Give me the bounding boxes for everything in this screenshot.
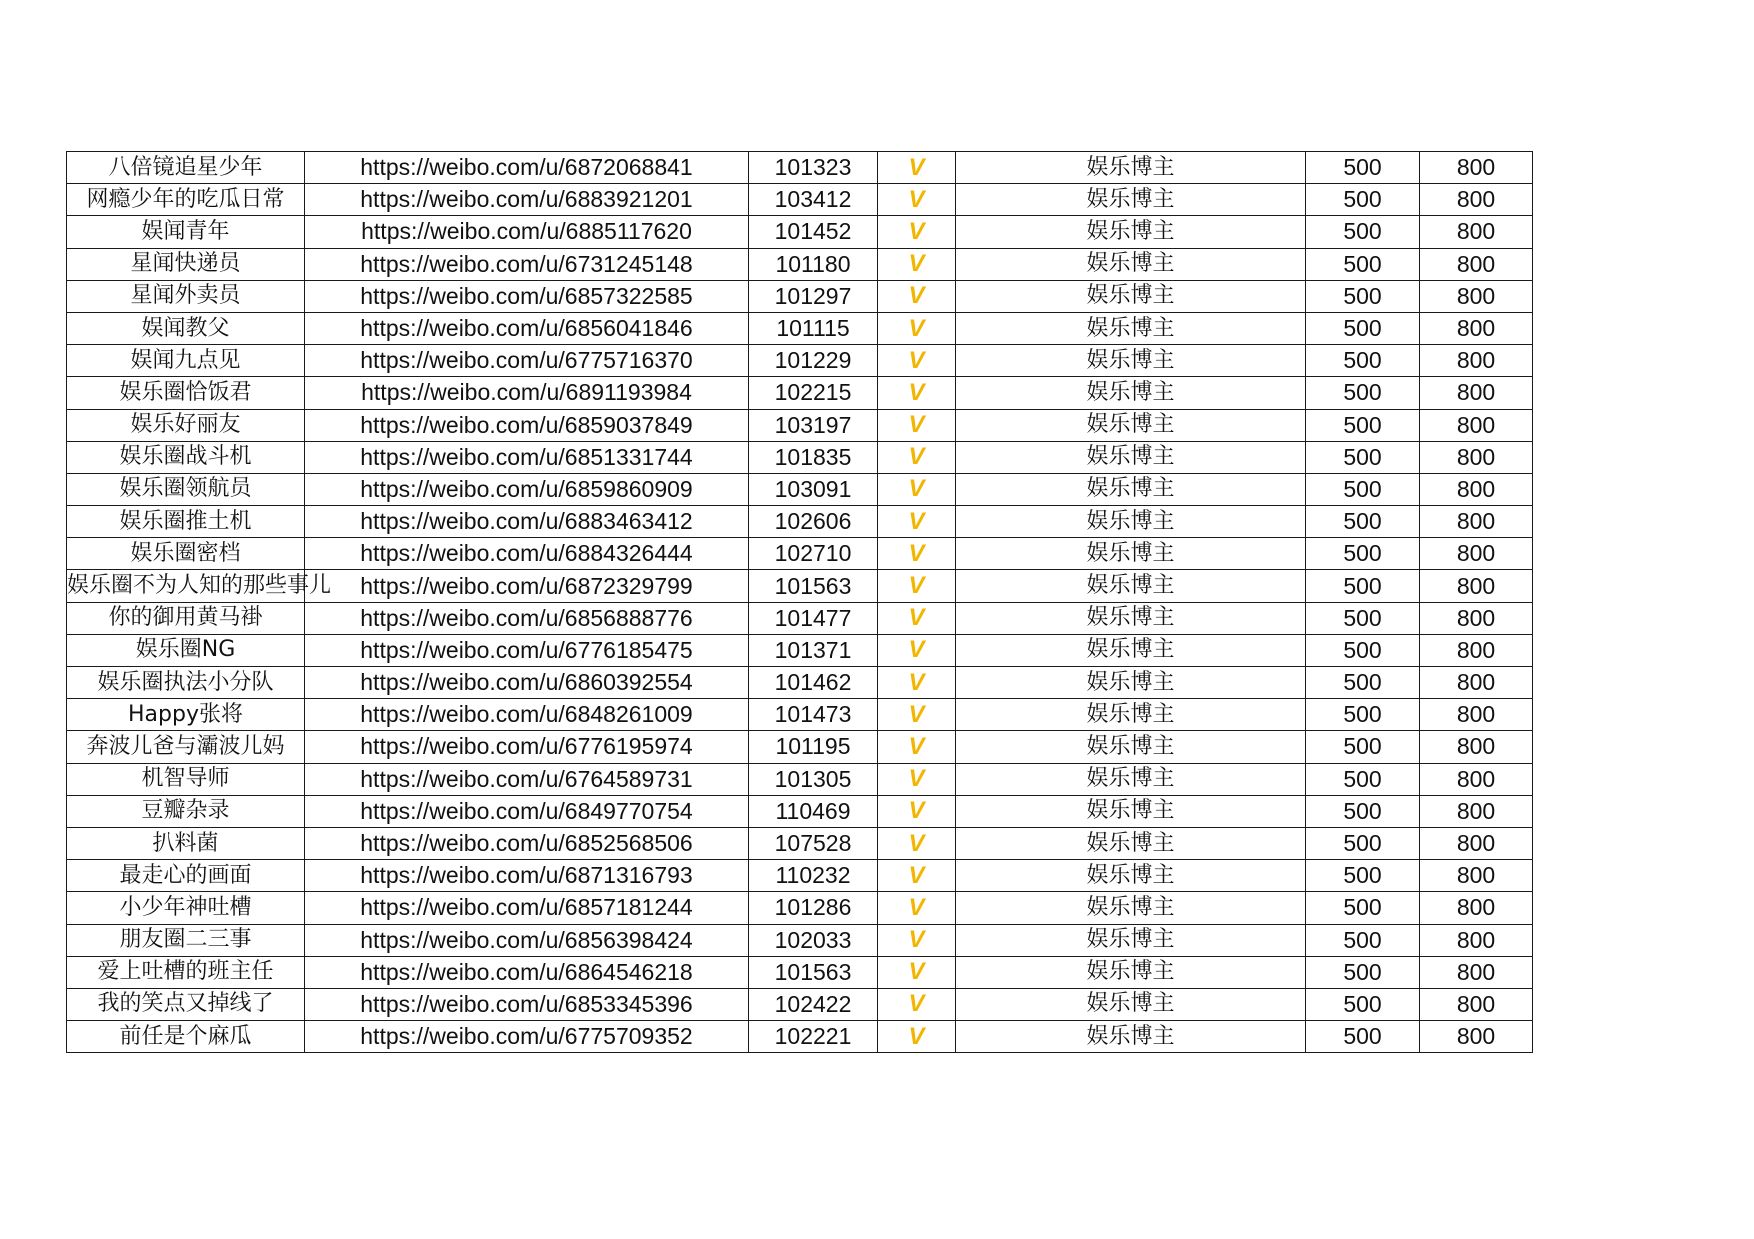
table-row — [67, 988, 1533, 1020]
account-name-cell: 娱乐圈执法小分队 — [67, 667, 305, 699]
price-1-cell: 500 — [1306, 795, 1420, 827]
verified-v-icon: V — [878, 988, 956, 1020]
category-cell: 娱乐博主 — [956, 570, 1306, 602]
price-2-cell: 800 — [1420, 570, 1533, 602]
table-row — [67, 763, 1533, 795]
price-1-cell: 500 — [1306, 570, 1420, 602]
price-2-cell: 800 — [1420, 731, 1533, 763]
profile-url-cell[interactable]: https://weibo.com/u/6731245148 — [305, 248, 749, 280]
verified-v-icon: V — [878, 216, 956, 248]
table-row — [67, 924, 1533, 956]
account-id-cell: 102606 — [749, 506, 878, 538]
profile-url-cell[interactable]: https://weibo.com/u/6859037849 — [305, 409, 749, 441]
profile-url-cell[interactable]: https://weibo.com/u/6883463412 — [305, 506, 749, 538]
price-2-cell: 800 — [1420, 312, 1533, 344]
price-1-cell: 500 — [1306, 763, 1420, 795]
category-cell: 娱乐博主 — [956, 956, 1306, 988]
price-2-cell: 800 — [1420, 409, 1533, 441]
account-name-cell: 娱乐圈恰饭君 — [67, 377, 305, 409]
account-name-cell: 网瘾少年的吃瓜日常 — [67, 184, 305, 216]
price-2-cell: 800 — [1420, 860, 1533, 892]
account-id-cell: 101452 — [749, 216, 878, 248]
category-cell: 娱乐博主 — [956, 924, 1306, 956]
verified-v-icon: V — [878, 538, 956, 570]
price-1-cell: 500 — [1306, 248, 1420, 280]
verified-v-icon: V — [878, 634, 956, 666]
category-cell: 娱乐博主 — [956, 699, 1306, 731]
verified-v-icon: V — [878, 892, 956, 924]
profile-url-cell[interactable]: https://weibo.com/u/6852568506 — [305, 827, 749, 859]
price-2-cell: 800 — [1420, 280, 1533, 312]
price-1-cell: 500 — [1306, 216, 1420, 248]
verified-v-icon: V — [878, 602, 956, 634]
account-name-cell: 机智导师 — [67, 763, 305, 795]
price-1-cell: 500 — [1306, 409, 1420, 441]
price-1-cell: 500 — [1306, 152, 1420, 184]
table-row — [67, 699, 1533, 731]
account-name-cell: 八倍镜追星少年 — [67, 152, 305, 184]
account-id-cell: 107528 — [749, 827, 878, 859]
verified-v-icon: V — [878, 377, 956, 409]
verified-v-icon: V — [878, 699, 956, 731]
category-cell: 娱乐博主 — [956, 152, 1306, 184]
account-name-cell: 娱乐圈密档 — [67, 538, 305, 570]
price-1-cell: 500 — [1306, 827, 1420, 859]
verified-v-icon: V — [878, 667, 956, 699]
price-2-cell: 800 — [1420, 699, 1533, 731]
category-cell: 娱乐博主 — [956, 409, 1306, 441]
price-1-cell: 500 — [1306, 312, 1420, 344]
price-2-cell: 800 — [1420, 152, 1533, 184]
account-name-cell: 娱乐圈战斗机 — [67, 441, 305, 473]
account-name-cell: 朋友圈二三事 — [67, 924, 305, 956]
verified-v-icon: V — [878, 731, 956, 763]
price-2-cell: 800 — [1420, 184, 1533, 216]
profile-url-cell[interactable]: https://weibo.com/u/6853345396 — [305, 988, 749, 1020]
profile-url-cell[interactable]: https://weibo.com/u/6885117620 — [305, 216, 749, 248]
profile-url-cell[interactable]: https://weibo.com/u/6864546218 — [305, 956, 749, 988]
price-1-cell: 500 — [1306, 699, 1420, 731]
account-id-cell: 101371 — [749, 634, 878, 666]
account-id-cell: 101305 — [749, 763, 878, 795]
category-cell: 娱乐博主 — [956, 827, 1306, 859]
verified-v-icon: V — [878, 345, 956, 377]
account-name-cell: 我的笑点又掉线了 — [67, 988, 305, 1020]
verified-v-icon: V — [878, 1021, 956, 1053]
price-1-cell: 500 — [1306, 345, 1420, 377]
verified-v-icon: V — [878, 860, 956, 892]
account-name-cell: 星闻外卖员 — [67, 280, 305, 312]
category-cell: 娱乐博主 — [956, 506, 1306, 538]
accounts-table — [66, 151, 1533, 1053]
category-cell: 娱乐博主 — [956, 988, 1306, 1020]
verified-v-icon: V — [878, 312, 956, 344]
verified-v-icon: V — [878, 441, 956, 473]
category-cell: 娱乐博主 — [956, 634, 1306, 666]
category-cell: 娱乐博主 — [956, 216, 1306, 248]
profile-url-cell[interactable]: https://weibo.com/u/6851331744 — [305, 441, 749, 473]
account-id-cell: 110232 — [749, 860, 878, 892]
category-cell: 娱乐博主 — [956, 795, 1306, 827]
price-1-cell: 500 — [1306, 441, 1420, 473]
verified-v-icon: V — [878, 248, 956, 280]
price-2-cell: 800 — [1420, 795, 1533, 827]
category-cell: 娱乐博主 — [956, 441, 1306, 473]
table-row — [67, 409, 1533, 441]
category-cell: 娱乐博主 — [956, 860, 1306, 892]
account-id-cell: 110469 — [749, 795, 878, 827]
price-2-cell: 800 — [1420, 956, 1533, 988]
price-2-cell: 800 — [1420, 377, 1533, 409]
table-row — [67, 570, 1533, 602]
account-name-cell: 娱乐圈推土机 — [67, 506, 305, 538]
table-row — [67, 634, 1533, 666]
category-cell: 娱乐博主 — [956, 473, 1306, 505]
table-row — [67, 441, 1533, 473]
category-cell: 娱乐博主 — [956, 280, 1306, 312]
account-name-cell: 奔波儿爸与灞波儿妈 — [67, 731, 305, 763]
price-2-cell: 800 — [1420, 667, 1533, 699]
account-name-cell: 豆瓣杂录 — [67, 795, 305, 827]
price-1-cell: 500 — [1306, 731, 1420, 763]
account-id-cell: 102710 — [749, 538, 878, 570]
profile-url-cell[interactable]: https://weibo.com/u/6884326444 — [305, 538, 749, 570]
account-name-cell: 你的御用黄马褂 — [67, 602, 305, 634]
profile-url-cell[interactable]: https://weibo.com/u/6857181244 — [305, 892, 749, 924]
verified-v-icon: V — [878, 570, 956, 602]
verified-v-icon: V — [878, 795, 956, 827]
price-2-cell: 800 — [1420, 988, 1533, 1020]
profile-url-cell[interactable]: https://weibo.com/u/6856041846 — [305, 312, 749, 344]
category-cell: 娱乐博主 — [956, 184, 1306, 216]
profile-url-cell[interactable]: https://weibo.com/u/6775709352 — [305, 1021, 749, 1053]
table-row — [67, 795, 1533, 827]
category-cell: 娱乐博主 — [956, 377, 1306, 409]
price-2-cell: 800 — [1420, 441, 1533, 473]
account-id-cell: 101477 — [749, 602, 878, 634]
price-2-cell: 800 — [1420, 827, 1533, 859]
price-1-cell: 500 — [1306, 602, 1420, 634]
price-1-cell: 500 — [1306, 634, 1420, 666]
table-row — [67, 248, 1533, 280]
account-name-cell: 娱乐好丽友 — [67, 409, 305, 441]
profile-url-cell[interactable]: https://weibo.com/u/6859860909 — [305, 473, 749, 505]
table-row — [67, 538, 1533, 570]
verified-v-icon: V — [878, 280, 956, 312]
table-row — [67, 184, 1533, 216]
account-id-cell: 103091 — [749, 473, 878, 505]
account-id-cell: 101563 — [749, 570, 878, 602]
profile-url-cell[interactable]: https://weibo.com/u/6856888776 — [305, 602, 749, 634]
price-1-cell: 500 — [1306, 473, 1420, 505]
category-cell: 娱乐博主 — [956, 731, 1306, 763]
account-name-cell: 娱闻青年 — [67, 216, 305, 248]
verified-v-icon: V — [878, 506, 956, 538]
price-2-cell: 800 — [1420, 506, 1533, 538]
account-id-cell: 102033 — [749, 924, 878, 956]
price-2-cell: 800 — [1420, 216, 1533, 248]
account-id-cell: 101180 — [749, 248, 878, 280]
profile-url-cell[interactable]: https://weibo.com/u/6776195974 — [305, 731, 749, 763]
price-1-cell: 500 — [1306, 538, 1420, 570]
account-name-cell: 爱上吐槽的班主任 — [67, 956, 305, 988]
price-1-cell: 500 — [1306, 667, 1420, 699]
table-row — [67, 860, 1533, 892]
profile-url-cell[interactable]: https://weibo.com/u/6891193984 — [305, 377, 749, 409]
profile-url-cell[interactable]: https://weibo.com/u/6775716370 — [305, 345, 749, 377]
table-row — [67, 1021, 1533, 1053]
profile-url-cell[interactable]: https://weibo.com/u/6872068841 — [305, 152, 749, 184]
price-2-cell: 800 — [1420, 473, 1533, 505]
price-2-cell: 800 — [1420, 763, 1533, 795]
table-row — [67, 345, 1533, 377]
account-id-cell: 101462 — [749, 667, 878, 699]
account-name-cell: 小少年神吐槽 — [67, 892, 305, 924]
category-cell: 娱乐博主 — [956, 538, 1306, 570]
category-cell: 娱乐博主 — [956, 892, 1306, 924]
account-name-cell: 星闻快递员 — [67, 248, 305, 280]
verified-v-icon: V — [878, 827, 956, 859]
price-2-cell: 800 — [1420, 345, 1533, 377]
price-1-cell: 500 — [1306, 280, 1420, 312]
table-row — [67, 152, 1533, 184]
verified-v-icon: V — [878, 184, 956, 216]
account-id-cell: 101323 — [749, 152, 878, 184]
price-2-cell: 800 — [1420, 634, 1533, 666]
profile-url-cell[interactable]: https://weibo.com/u/6776185475 — [305, 634, 749, 666]
account-name-cell: 娱乐圈NG — [67, 634, 305, 666]
account-id-cell: 103412 — [749, 184, 878, 216]
table-row — [67, 956, 1533, 988]
category-cell: 娱乐博主 — [956, 312, 1306, 344]
table-row — [67, 827, 1533, 859]
price-2-cell: 800 — [1420, 248, 1533, 280]
account-name-cell: 娱乐圈领航员 — [67, 473, 305, 505]
account-id-cell: 101835 — [749, 441, 878, 473]
verified-v-icon: V — [878, 924, 956, 956]
profile-url-cell[interactable]: https://weibo.com/u/6856398424 — [305, 924, 749, 956]
profile-url-cell[interactable]: https://weibo.com/u/6871316793 — [305, 860, 749, 892]
profile-url-cell[interactable]: https://weibo.com/u/6872329799 — [305, 570, 749, 602]
profile-url-cell[interactable]: https://weibo.com/u/6764589731 — [305, 763, 749, 795]
price-1-cell: 500 — [1306, 924, 1420, 956]
category-cell: 娱乐博主 — [956, 602, 1306, 634]
table-row — [67, 506, 1533, 538]
price-1-cell: 500 — [1306, 860, 1420, 892]
price-1-cell: 500 — [1306, 377, 1420, 409]
category-cell: 娱乐博主 — [956, 763, 1306, 795]
price-2-cell: 800 — [1420, 602, 1533, 634]
account-id-cell: 101297 — [749, 280, 878, 312]
account-id-cell: 101286 — [749, 892, 878, 924]
account-name-cell: 最走心的画面 — [67, 860, 305, 892]
price-2-cell: 800 — [1420, 1021, 1533, 1053]
account-name-cell: 娱闻九点见 — [67, 345, 305, 377]
table-row — [67, 667, 1533, 699]
account-name-cell: Happy张将 — [67, 699, 305, 731]
verified-v-icon: V — [878, 473, 956, 505]
account-id-cell: 102422 — [749, 988, 878, 1020]
verified-v-icon: V — [878, 152, 956, 184]
category-cell: 娱乐博主 — [956, 1021, 1306, 1053]
table-row — [67, 602, 1533, 634]
price-1-cell: 500 — [1306, 956, 1420, 988]
table-row — [67, 280, 1533, 312]
verified-v-icon: V — [878, 409, 956, 441]
verified-v-icon: V — [878, 956, 956, 988]
account-name-cell: 扒料菌 — [67, 827, 305, 859]
price-1-cell: 500 — [1306, 892, 1420, 924]
account-id-cell: 102221 — [749, 1021, 878, 1053]
table-row — [67, 473, 1533, 505]
price-2-cell: 800 — [1420, 924, 1533, 956]
account-id-cell: 101115 — [749, 312, 878, 344]
table-row — [67, 377, 1533, 409]
category-cell: 娱乐博主 — [956, 248, 1306, 280]
profile-url-cell[interactable]: https://weibo.com/u/6849770754 — [305, 795, 749, 827]
price-2-cell: 800 — [1420, 538, 1533, 570]
category-cell: 娱乐博主 — [956, 667, 1306, 699]
accounts-table-body — [67, 152, 1533, 1053]
account-id-cell: 101473 — [749, 699, 878, 731]
profile-url-cell[interactable]: https://weibo.com/u/6883921201 — [305, 184, 749, 216]
account-name-cell: 前任是个麻瓜 — [67, 1021, 305, 1053]
category-cell: 娱乐博主 — [956, 345, 1306, 377]
price-1-cell: 500 — [1306, 184, 1420, 216]
account-id-cell: 101229 — [749, 345, 878, 377]
account-name-cell: 娱闻教父 — [67, 312, 305, 344]
table-row — [67, 892, 1533, 924]
profile-url-cell[interactable]: https://weibo.com/u/6848261009 — [305, 699, 749, 731]
account-name-cell: 娱乐圈不为人知的那些事儿 — [67, 570, 305, 602]
account-id-cell: 102215 — [749, 377, 878, 409]
account-id-cell: 101563 — [749, 956, 878, 988]
table-row — [67, 312, 1533, 344]
price-1-cell: 500 — [1306, 988, 1420, 1020]
verified-v-icon: V — [878, 763, 956, 795]
price-1-cell: 500 — [1306, 1021, 1420, 1053]
price-1-cell: 500 — [1306, 506, 1420, 538]
table-row — [67, 731, 1533, 763]
profile-url-cell[interactable]: https://weibo.com/u/6857322585 — [305, 280, 749, 312]
account-id-cell: 101195 — [749, 731, 878, 763]
profile-url-cell[interactable]: https://weibo.com/u/6860392554 — [305, 667, 749, 699]
price-2-cell: 800 — [1420, 892, 1533, 924]
table-row — [67, 216, 1533, 248]
account-id-cell: 103197 — [749, 409, 878, 441]
